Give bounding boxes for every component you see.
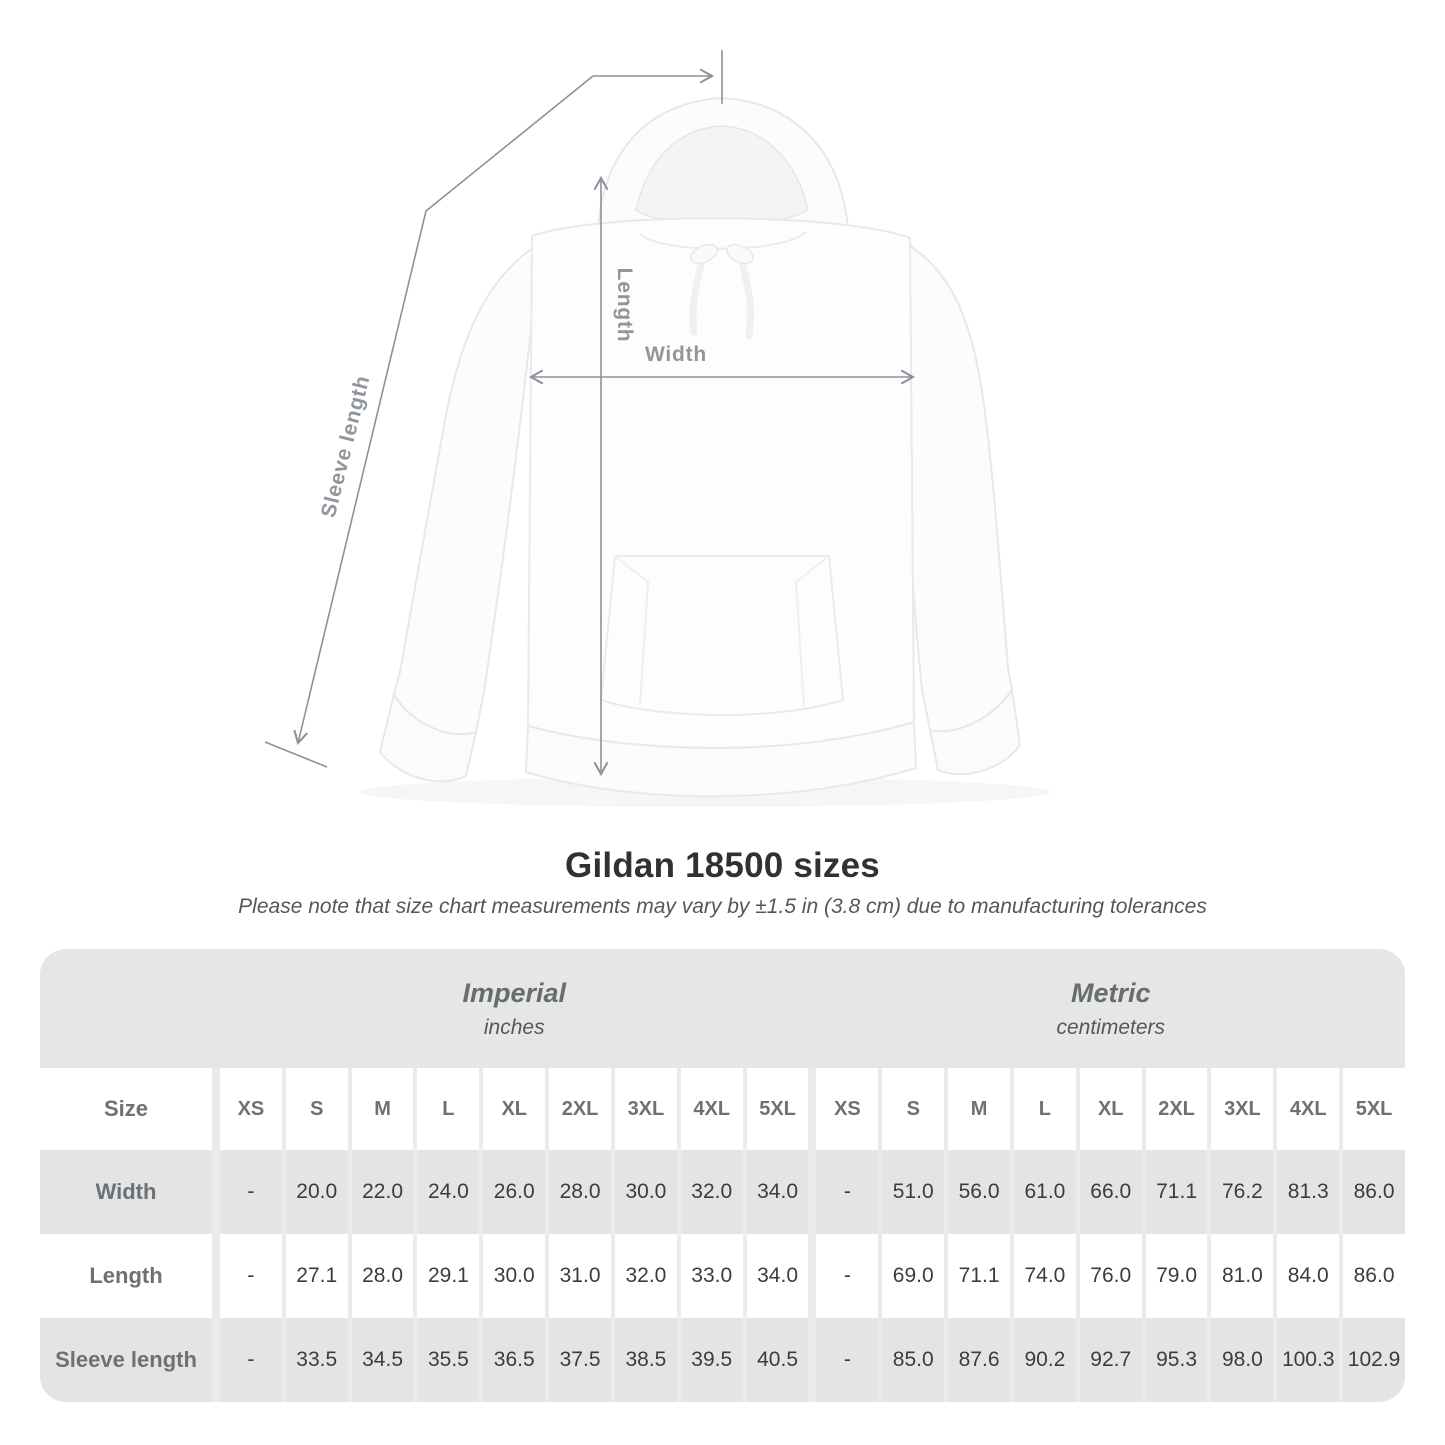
- size-header-metric-4xl: 4XL: [1277, 1068, 1339, 1150]
- width-imperial-4xl: 32.0: [681, 1150, 743, 1234]
- size-header-metric-l: L: [1014, 1068, 1076, 1150]
- length-imperial-xl: 30.0: [483, 1234, 545, 1318]
- sleeve-metric-2xl: 95.3: [1146, 1318, 1208, 1402]
- table-row-sleeve-length: [40, 1318, 1405, 1402]
- width-imperial-2xl: 28.0: [549, 1150, 611, 1234]
- length-imperial-l: 29.1: [417, 1234, 479, 1318]
- size-header-metric-5xl: 5XL: [1343, 1068, 1405, 1150]
- metric-header: [817, 949, 1406, 1068]
- width-metric-l: 61.0: [1014, 1150, 1076, 1234]
- sleeve-metric-3xl: 98.0: [1211, 1318, 1273, 1402]
- size-header-metric-xs: XS: [816, 1068, 878, 1150]
- length-metric-2xl: 79.0: [1146, 1234, 1208, 1318]
- page-title: Gildan 18500 sizes: [565, 846, 880, 885]
- length-metric-s: 69.0: [882, 1234, 944, 1318]
- length-metric-xs: -: [816, 1234, 878, 1318]
- size-header-imperial-xl: XL: [483, 1068, 545, 1150]
- sleeve-metric-l: 90.2: [1014, 1318, 1076, 1402]
- hoodie-illustration: [360, 98, 1050, 807]
- size-header-imperial-4xl: 4XL: [681, 1068, 743, 1150]
- sleeve-imperial-m: 34.5: [352, 1318, 414, 1402]
- sleeve-imperial-l: 35.5: [417, 1318, 479, 1402]
- length-metric-5xl: 86.0: [1343, 1234, 1405, 1318]
- table-row-width: [40, 1150, 1405, 1234]
- width-imperial-s: 20.0: [286, 1150, 348, 1234]
- size-header-imperial-5xl: 5XL: [747, 1068, 809, 1150]
- sleeve-imperial-4xl: 39.5: [681, 1318, 743, 1402]
- sleeve-length-measure-label: Sleeve length: [316, 372, 375, 520]
- size-header-imperial-l: L: [417, 1068, 479, 1150]
- imperial-header: [220, 949, 809, 1068]
- size-header-metric-3xl: 3XL: [1211, 1068, 1273, 1150]
- length-imperial-5xl: 34.0: [747, 1234, 809, 1318]
- length-imperial-2xl: 31.0: [549, 1234, 611, 1318]
- width-metric-xl: 66.0: [1080, 1150, 1142, 1234]
- length-metric-4xl: 84.0: [1277, 1234, 1339, 1318]
- width-metric-xs: -: [816, 1150, 878, 1234]
- sleeve-imperial-s: 33.5: [286, 1318, 348, 1402]
- width-metric-s: 51.0: [882, 1150, 944, 1234]
- sleeve-metric-4xl: 100.3: [1277, 1318, 1339, 1402]
- cuff-tick: [265, 742, 327, 767]
- sleeve-metric-xs: -: [816, 1318, 878, 1402]
- size-header-metric-xl: XL: [1080, 1068, 1142, 1150]
- width-imperial-3xl: 30.0: [615, 1150, 677, 1234]
- width-metric-5xl: 86.0: [1343, 1150, 1405, 1234]
- length-imperial-xs: -: [220, 1234, 282, 1318]
- size-header-imperial-xs: XS: [220, 1068, 282, 1150]
- length-imperial-4xl: 33.0: [681, 1234, 743, 1318]
- size-header-metric-m: M: [948, 1068, 1010, 1150]
- table-row-length: [40, 1234, 1405, 1318]
- size-header-imperial-m: M: [352, 1068, 414, 1150]
- size-header-row: [40, 1068, 1405, 1150]
- size-header-imperial-s: S: [286, 1068, 348, 1150]
- width-imperial-5xl: 34.0: [747, 1150, 809, 1234]
- size-header-imperial-3xl: 3XL: [615, 1068, 677, 1150]
- size-header-metric-s: S: [882, 1068, 944, 1150]
- sleeve-metric-xl: 92.7: [1080, 1318, 1142, 1402]
- tolerance-note: Please note that size chart measurements may vary by ±1.5 in (3.8 cm) due to manufacturing tolerances: [238, 895, 1207, 918]
- sleeve-imperial-5xl: 40.5: [747, 1318, 809, 1402]
- width-imperial-m: 22.0: [352, 1150, 414, 1234]
- length-metric-m: 71.1: [948, 1234, 1010, 1318]
- row-label: Width: [40, 1150, 212, 1234]
- metric-name: Metric: [1070, 977, 1151, 1008]
- sleeve-measure-upper-segment: [426, 76, 593, 211]
- width-metric-4xl: 81.3: [1277, 1150, 1339, 1234]
- size-table: [40, 949, 1405, 1402]
- width-imperial-l: 24.0: [417, 1150, 479, 1234]
- metric-unit: centimeters: [1056, 1015, 1166, 1039]
- imperial-unit: inches: [483, 1015, 545, 1039]
- length-imperial-m: 28.0: [352, 1234, 414, 1318]
- size-column-header: Size: [40, 1068, 212, 1150]
- length-metric-xl: 76.0: [1080, 1234, 1142, 1318]
- width-imperial-xs: -: [220, 1150, 282, 1234]
- length-imperial-s: 27.1: [286, 1234, 348, 1318]
- sleeve-metric-5xl: 102.9: [1343, 1318, 1405, 1402]
- sleeve-metric-s: 85.0: [882, 1318, 944, 1402]
- length-measure-label: Length: [613, 267, 636, 343]
- row-label: Sleeve length: [40, 1318, 212, 1402]
- sleeve-imperial-xl: 36.5: [483, 1318, 545, 1402]
- width-metric-2xl: 71.1: [1146, 1150, 1208, 1234]
- imperial-name: Imperial: [462, 977, 567, 1008]
- width-metric-3xl: 76.2: [1211, 1150, 1273, 1234]
- width-imperial-xl: 26.0: [483, 1150, 545, 1234]
- width-measure-label: Width: [644, 343, 708, 366]
- length-metric-l: 74.0: [1014, 1234, 1076, 1318]
- unit-header-row: [40, 949, 1405, 1068]
- length-imperial-3xl: 32.0: [615, 1234, 677, 1318]
- size-header-metric-2xl: 2XL: [1146, 1068, 1208, 1150]
- sleeve-imperial-3xl: 38.5: [615, 1318, 677, 1402]
- length-metric-3xl: 81.0: [1211, 1234, 1273, 1318]
- sleeve-imperial-2xl: 37.5: [549, 1318, 611, 1402]
- sleeve-metric-m: 87.6: [948, 1318, 1010, 1402]
- row-label: Length: [40, 1234, 212, 1318]
- size-header-imperial-2xl: 2XL: [549, 1068, 611, 1150]
- sleeve-imperial-xs: -: [220, 1318, 282, 1402]
- width-metric-m: 56.0: [948, 1150, 1010, 1234]
